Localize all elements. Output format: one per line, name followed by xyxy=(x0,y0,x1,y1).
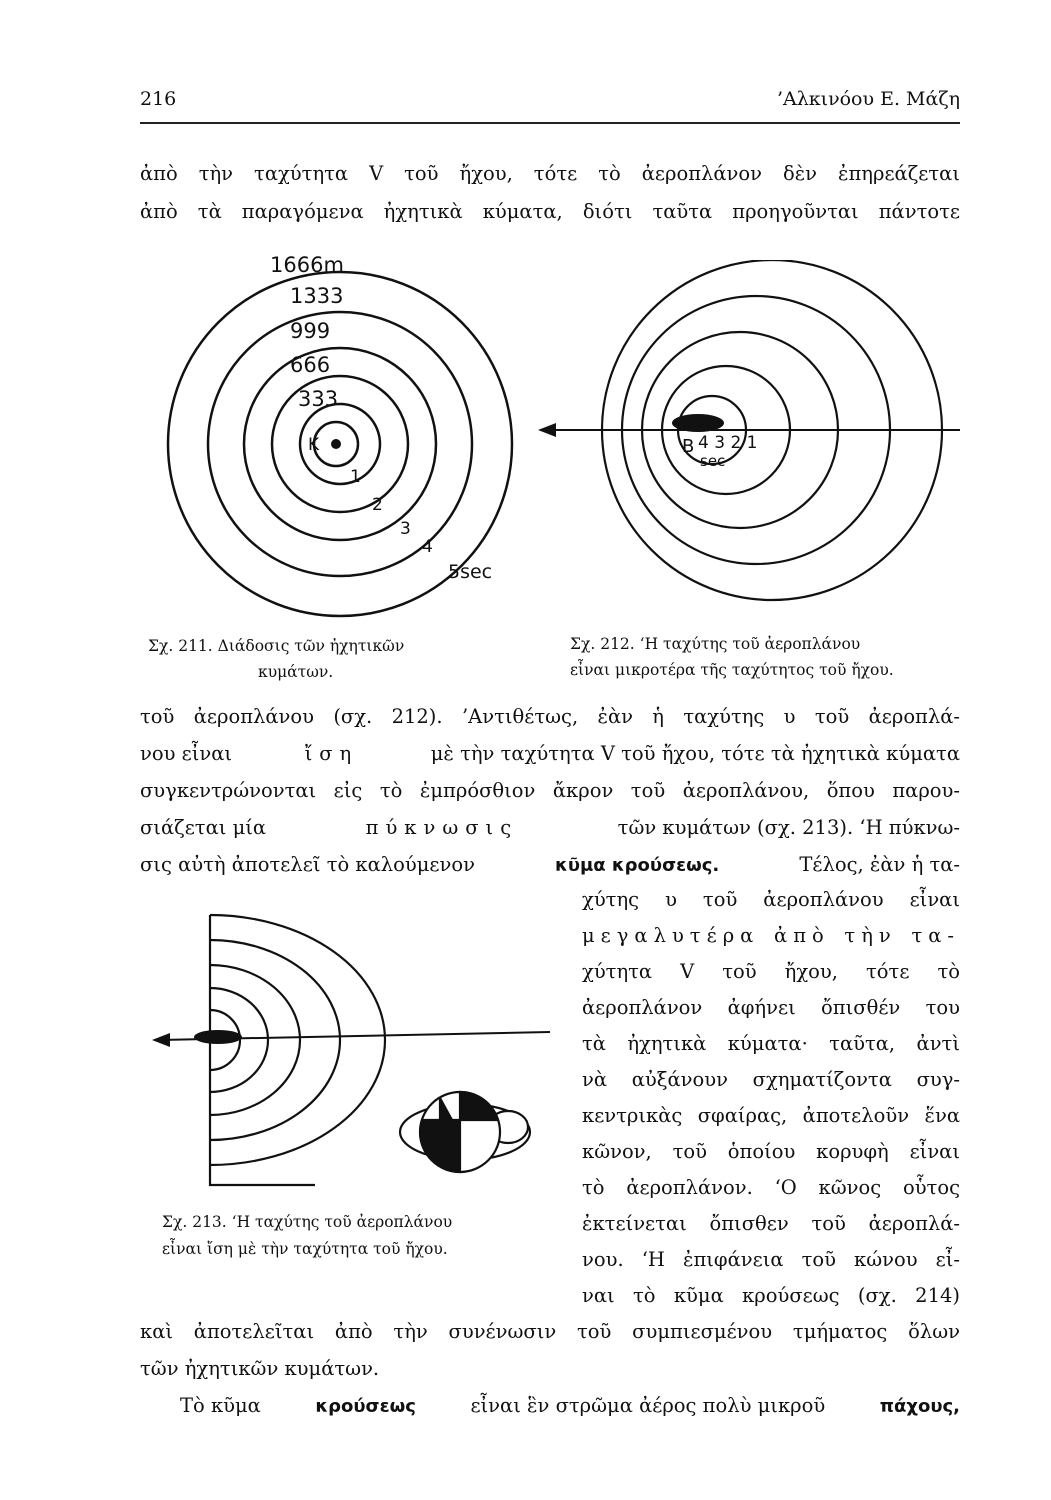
time-label: 2 xyxy=(372,495,383,515)
text-line: ἀπὸ τὴν ταχύτητα V τοῦ ἤχου, τότε τὸ ἀεροπλάνον δὲν ἐπηρεάζεται xyxy=(140,162,960,185)
text-line: μεγαλυτέρα ἀπὸ τὴν τα- xyxy=(582,924,960,947)
text-line: ναι τὸ κῦμα κρούσεως (σχ. 214) xyxy=(582,1284,960,1307)
figure-212 xyxy=(530,260,970,620)
text-line: νου. ‘Η ἐπιφάνεια τοῦ κώνου εἶ- xyxy=(582,1248,960,1271)
arrow-head xyxy=(538,423,556,437)
time-label: 1 xyxy=(350,467,361,487)
caption-fig212: Σχ. 212. ‘Η ταχύτης τοῦ ἀεροπλάνου xyxy=(570,635,861,653)
text-span: εἶναι ἓν στρῶμα ἀέρος πολὺ μικροῦ xyxy=(470,1394,826,1417)
distance-label: 1666m xyxy=(270,253,344,277)
text-span: Τέλος, ἐὰν ἡ τα- xyxy=(799,853,960,876)
emphasis-bold: κρούσεως xyxy=(315,1396,416,1417)
distance-label: 1333 xyxy=(290,284,344,308)
text-span: σις αὐτὴ ἀποτελεῖ τὸ καλούμενον xyxy=(140,853,475,876)
caption-fig213: εἶναι ἴση μὲ τὴν ταχύτητα τοῦ ἤχου. xyxy=(162,1240,448,1258)
text-line: τοῦ ἀεροπλάνου (σχ. 212). ’Αντιθέτως, ἐὰν ἡ ταχύτης υ τοῦ ἀεροπλά- xyxy=(140,705,960,728)
text-span: νου εἶναι xyxy=(140,742,233,765)
caption-fig211: κυμάτων. xyxy=(258,663,334,681)
airplane xyxy=(194,1030,242,1044)
text-line xyxy=(180,1394,960,1417)
text-line: χύτητα V τοῦ ἤχου, τότε τὸ xyxy=(582,960,960,983)
text-line: καὶ ἀποτελεῖται ἀπὸ τὴν συνένωσιν τοῦ συμπιεσμένου τμήματος ὅλων xyxy=(140,1320,960,1343)
text-line xyxy=(140,816,960,839)
arrow-head xyxy=(152,1033,170,1047)
caption-fig213: Σχ. 213. ‘Η ταχύτης τοῦ ἀεροπλάνου xyxy=(162,1213,453,1231)
text-line xyxy=(140,742,960,765)
center-label: K xyxy=(308,435,320,455)
distance-label: 999 xyxy=(290,319,331,343)
page-number: 216 xyxy=(140,88,177,110)
text-span: τῶν κυμάτων (σχ. 213). ‘Η πύκνω- xyxy=(617,816,960,839)
time-label: 3 xyxy=(400,519,411,539)
text-span: Τὸ κῦμα xyxy=(180,1394,261,1417)
caption-fig212: εἶναι μικροτέρα τῆς ταχύτητος τοῦ ἤχου. xyxy=(570,661,894,679)
time-label: 5sec xyxy=(448,561,493,583)
plane-label: B xyxy=(682,436,695,457)
text-line: τὸ ἀεροπλάνον. ‘Ο κῶνος οὗτος xyxy=(582,1176,960,1199)
text-line: ἀεροπλάνον ἀφήνει ὄπισθέν του xyxy=(582,996,960,1019)
header-rule xyxy=(140,122,960,124)
text-line: ἀπὸ τὰ παραγόμενα ἠχητικὰ κύματα, διότι ταῦτα προηγοῦνται πάντοτε xyxy=(140,200,960,223)
text-line: τὰ ἠχητικὰ κύματα· ταῦτα, ἀντὶ xyxy=(582,1032,960,1055)
text-line: νὰ αὐξάνουν σχηματίζοντα συγ- xyxy=(582,1068,960,1091)
airplane-front-view xyxy=(400,1092,530,1172)
running-title: ’Αλκινόου Ε. Μάζη xyxy=(776,88,960,110)
text-line xyxy=(140,853,960,876)
caption-fig211: Σχ. 211. Διάδοσις τῶν ἠχητικῶν xyxy=(148,637,405,655)
time-ticks: 4 3 2 1 xyxy=(698,433,758,453)
emphasis-spaced: ἴση xyxy=(304,742,359,765)
text-line: κεντρικὰς σφαίρας, ἀποτελοῦν ἕνα xyxy=(582,1104,960,1127)
text-line: τῶν ἠχητικῶν κυμάτων. xyxy=(140,1357,380,1380)
text-line: χύτης υ τοῦ ἀεροπλάνου εἶναι xyxy=(582,888,960,911)
airplane xyxy=(672,414,724,432)
text-span: μὲ τὴν ταχύτητα V τοῦ ἤχου, τότε τὰ ἠχητικὰ κύματα xyxy=(430,742,960,765)
emphasis-bold: πάχους, xyxy=(879,1396,960,1417)
emphasis-spaced: πύκνωσις xyxy=(365,816,519,839)
distance-label: 666 xyxy=(290,353,331,377)
emphasis-bold: κῦμα κρούσεως. xyxy=(555,855,720,876)
figure-213 xyxy=(140,880,570,1210)
source-dot xyxy=(331,439,341,449)
text-span: σιάζεται μία xyxy=(140,816,267,839)
time-label: 4 xyxy=(422,537,433,557)
distance-label: 333 xyxy=(298,387,339,411)
text-line: συγκεντρώνονται εἰς τὸ ἐμπρόσθιον ἄκρον τοῦ ἀεροπλάνου, ὅπου παρου- xyxy=(140,779,960,802)
figure-211 xyxy=(140,248,560,628)
text-line: κῶνον, τοῦ ὁποίου κορυφὴ εἶναι xyxy=(582,1140,960,1163)
text-line: ἐκτείνεται ὄπισθεν τοῦ ἀεροπλά- xyxy=(582,1212,960,1235)
cone-edge xyxy=(210,1165,315,1185)
unit-label: sec xyxy=(700,452,726,470)
